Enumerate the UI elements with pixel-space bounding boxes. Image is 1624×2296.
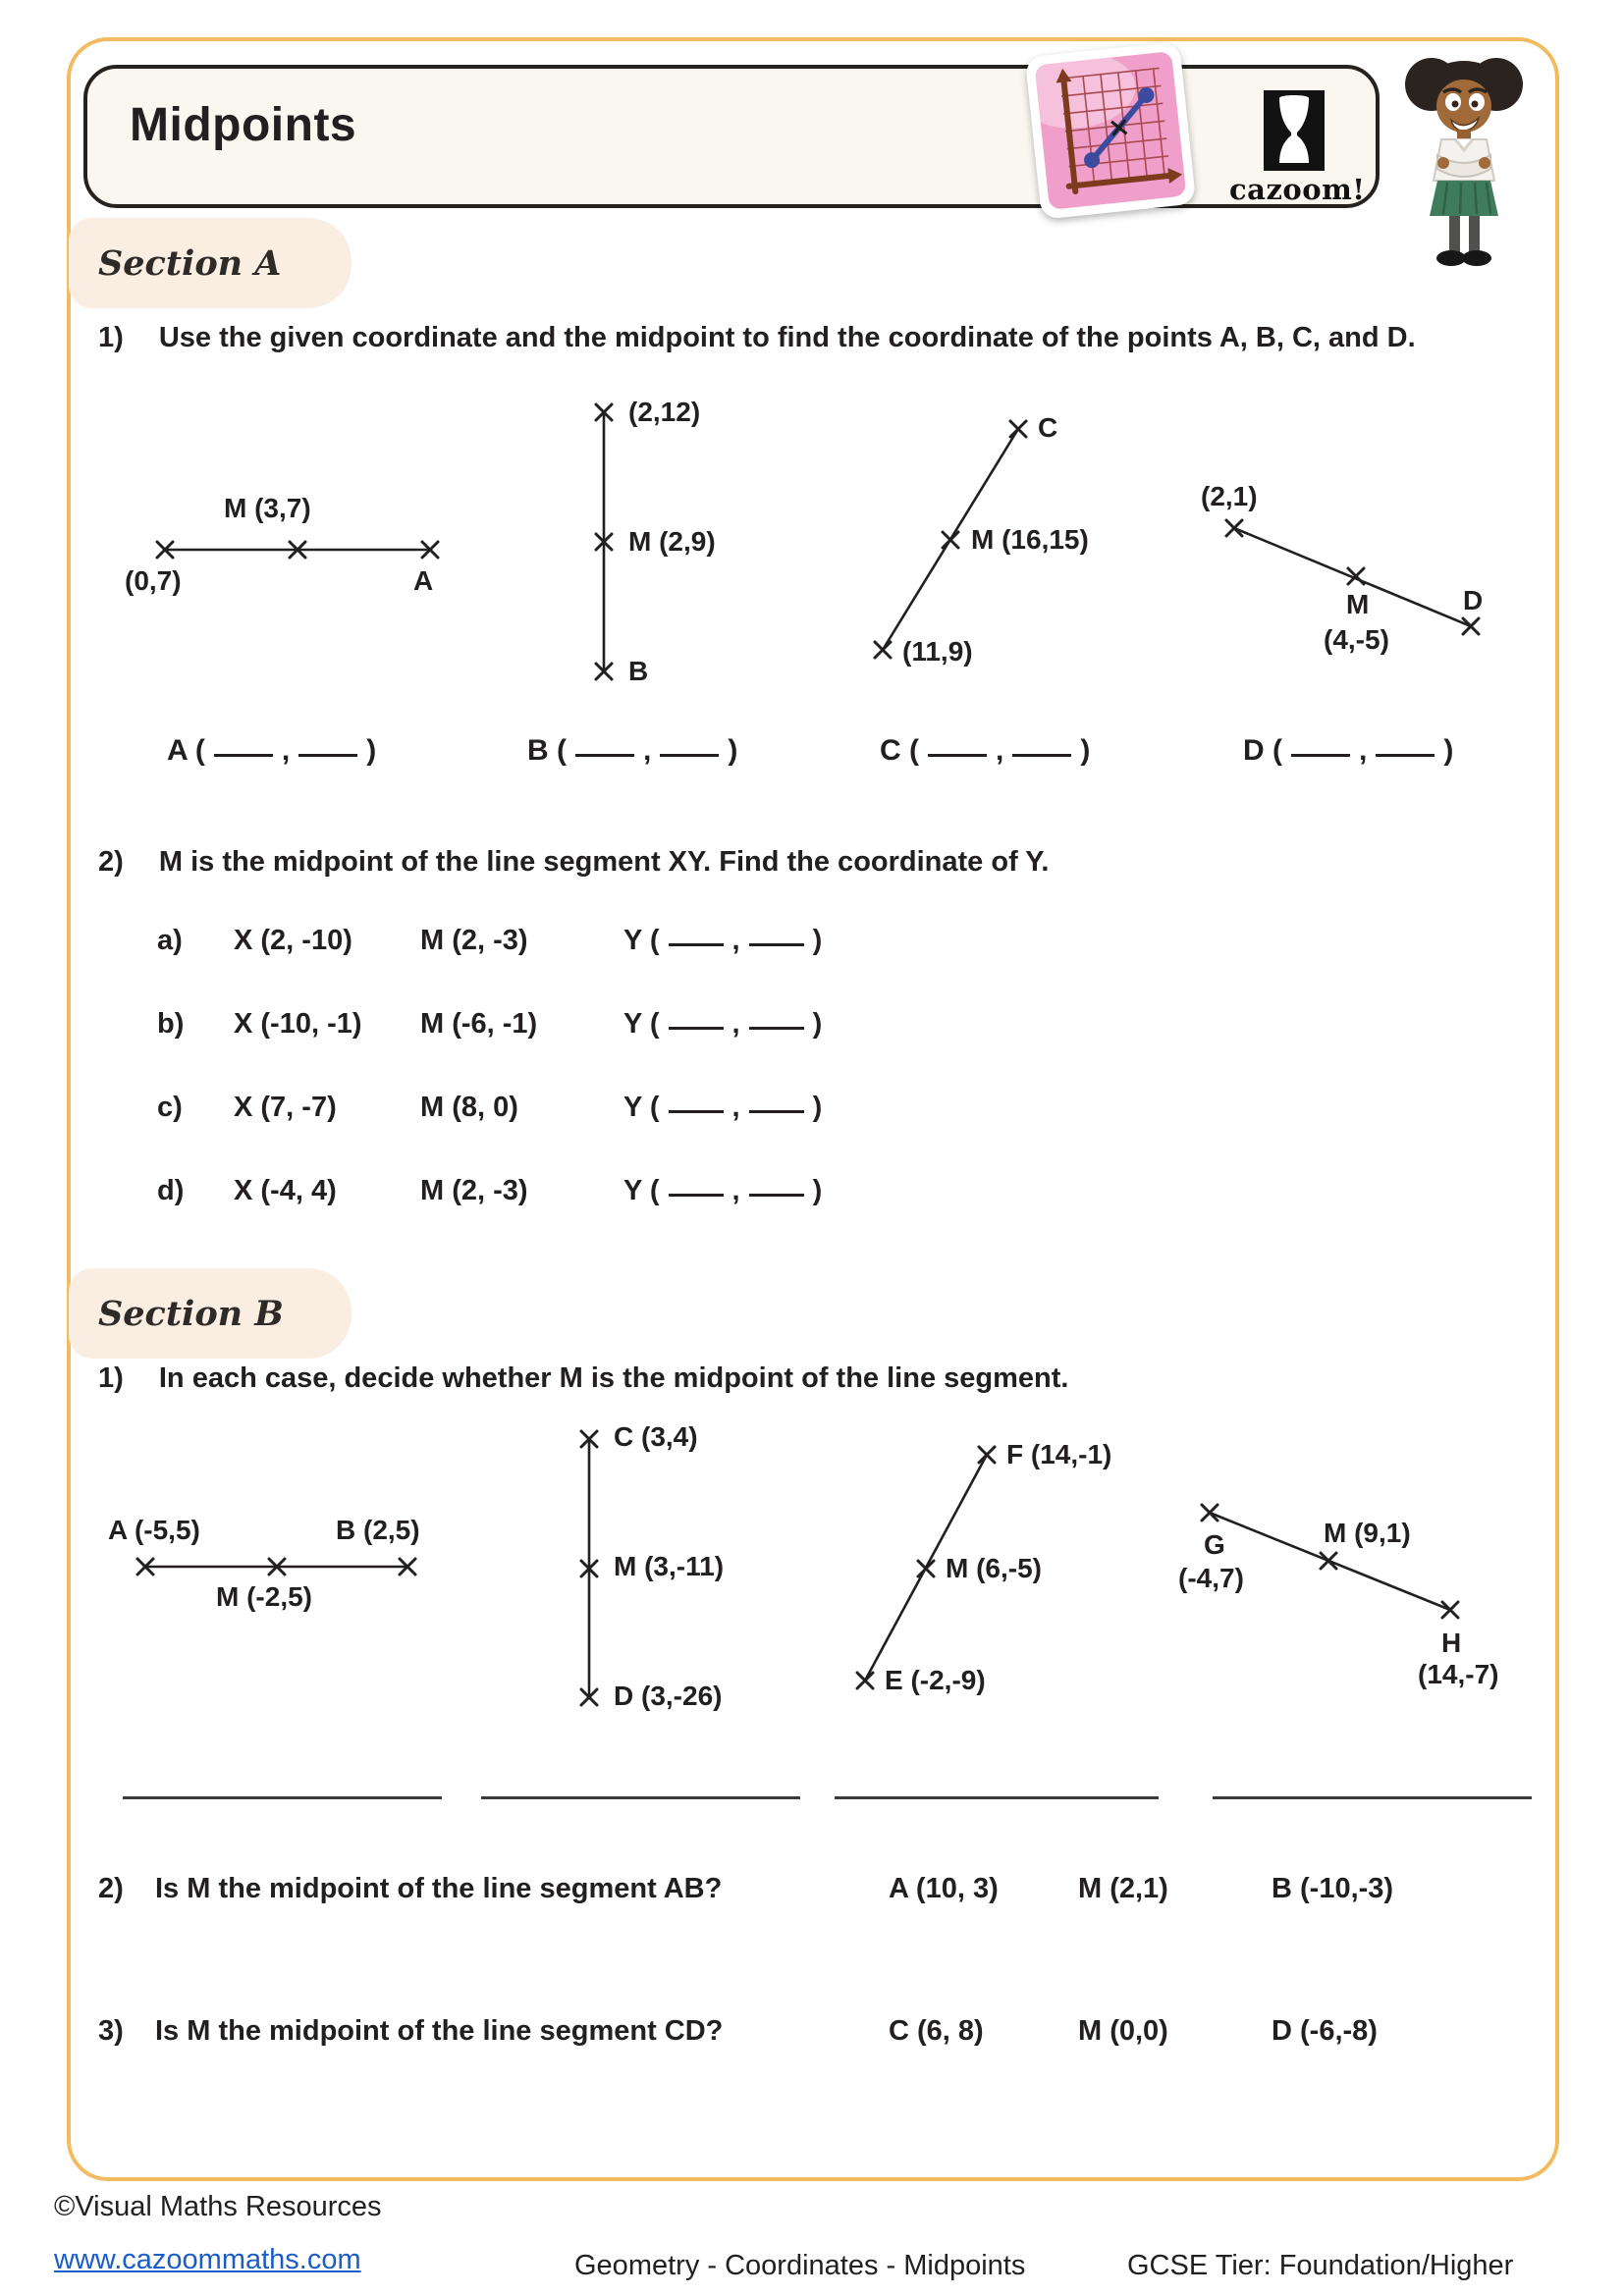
question-a2-number: 2) [98, 846, 124, 878]
diagram-b1 [88, 1477, 461, 1625]
point-label-start: (2,1) [1201, 481, 1258, 511]
question-b2-text: Is M the midpoint of the line segment AB? [155, 1873, 723, 1904]
point-label-e: E (-2,-9) [885, 1665, 986, 1695]
answer-blank [669, 943, 724, 946]
diagram-b2 [555, 1412, 859, 1731]
page-title: Midpoints [130, 99, 357, 151]
item-y-answer: Y ( , ) [623, 1092, 823, 1123]
answer-blank [575, 754, 634, 757]
point-label-midpoint-letter: M [1346, 589, 1370, 619]
question-a1-text: Use the given coordinate and the midpoint to find the coordinate of the points A, B, C, and D. [158, 322, 1416, 353]
item-x-coord: X (-10, -1) [234, 1008, 362, 1040]
question-b2-number: 2) [98, 1873, 124, 1904]
cazoom-hourglass-icon [1264, 90, 1325, 171]
section-a-tag [69, 218, 352, 308]
section-a-label: Section A [98, 242, 282, 284]
answer-blank [669, 1027, 724, 1030]
diagram-b3 [839, 1421, 1183, 1721]
answer-line [123, 1796, 442, 1799]
coord-m: M (2,1) [1078, 1873, 1168, 1904]
coord-a: A (10, 3) [889, 1873, 999, 1904]
item-y-answer: Y ( , ) [623, 1008, 823, 1040]
coord-c: C (6, 8) [889, 2015, 984, 2047]
point-label-b: B (2,5) [336, 1515, 420, 1545]
coord-b: B (-10,-3) [1272, 1873, 1394, 1904]
answer-line [1213, 1796, 1532, 1799]
section-b-label: Section B [98, 1293, 284, 1334]
point-label-midpoint: M (3,-11) [614, 1551, 725, 1581]
point-label-midpoint: M (2,9) [628, 526, 716, 557]
answer-blank [214, 754, 273, 757]
answer-blank [928, 754, 987, 757]
item-y-answer: Y ( , ) [623, 1175, 823, 1206]
footer-copyright: ©Visual Maths Resources [54, 2191, 382, 2222]
item-m-coord: M (-6, -1) [420, 1008, 538, 1040]
item-x-coord: X (-4, 4) [234, 1175, 337, 1206]
point-label-end: A [413, 565, 434, 596]
answer-blank [1012, 754, 1071, 757]
answer-blank [749, 1194, 804, 1197]
coord-d: D (-6,-8) [1272, 2015, 1378, 2047]
diagram-a1 [123, 479, 466, 612]
question-b3-number: 3) [98, 2015, 124, 2047]
question-b1-number: 1) [98, 1362, 124, 1394]
question-b1-text: In each case, decide whether M is the midpoint of the line segment. [158, 1362, 1069, 1394]
point-label-midpoint: M (3,7) [224, 493, 311, 523]
diagram-a4 [1183, 469, 1527, 685]
point-label-midpoint: M (6,-5) [946, 1553, 1042, 1583]
point-label-c: C (3,4) [614, 1421, 698, 1452]
diagram-b4 [1178, 1482, 1532, 1698]
answer-blank [669, 1110, 724, 1113]
answer-blank [298, 754, 357, 757]
point-label-start: (2,12) [628, 397, 701, 427]
question-a1-number: 1) [98, 322, 124, 353]
item-m-coord: M (2, -3) [420, 1175, 528, 1206]
answer-c: C ( , ) [880, 734, 1091, 767]
point-label-end: B [628, 656, 649, 686]
point-label-h-letter: H [1441, 1628, 1462, 1658]
item-label: c) [157, 1092, 183, 1123]
point-label-a: A (-5,5) [108, 1515, 200, 1545]
point-label-midpoint: M (-2,5) [216, 1581, 312, 1612]
question-b3-text: Is M the midpoint of the line segment CD? [155, 2015, 724, 2047]
answer-a: A ( , ) [167, 734, 377, 767]
item-x-coord: X (2, -10) [234, 925, 352, 956]
item-y-answer: Y ( , ) [623, 925, 823, 956]
question-a2-text: M is the midpoint of the line segment XY. Find the coordinate of Y. [158, 846, 1050, 878]
point-label-start: (11,9) [902, 636, 973, 667]
point-label-d: D (3,-26) [614, 1681, 723, 1711]
point-label-end: C [1038, 412, 1058, 443]
diagram-a2 [569, 391, 864, 695]
point-label-midpoint: M (16,15) [971, 524, 1089, 555]
question-a2 [98, 846, 1049, 879]
point-label-h-coord: (14,-7) [1418, 1659, 1499, 1689]
answer-line [481, 1796, 800, 1799]
footer-tier: GCSE Tier: Foundation/Higher [1127, 2250, 1514, 2281]
item-label: a) [157, 925, 183, 956]
question-b1 [98, 1362, 1068, 1395]
item-m-coord: M (2, -3) [420, 925, 528, 956]
point-label-end: D [1463, 585, 1484, 615]
point-label-g-coord: (-4,7) [1178, 1563, 1244, 1593]
answer-line [835, 1796, 1159, 1799]
answer-blank [1291, 754, 1350, 757]
answer-blank [749, 943, 804, 946]
answer-blank [749, 1027, 804, 1030]
answer-blank [669, 1194, 724, 1197]
diagram-a3 [859, 400, 1193, 680]
point-label-g-letter: G [1204, 1529, 1225, 1560]
point-label-start: (0,7) [125, 565, 182, 596]
question-a1 [98, 322, 1416, 354]
cazoom-logo [1229, 90, 1366, 206]
point-label-f: F (14,-1) [1006, 1439, 1112, 1469]
cazoom-wordmark: cazoom! [1229, 173, 1366, 206]
footer-topic: Geometry - Coordinates - Midpoints [574, 2250, 1026, 2281]
point-label-midpoint-coord: (4,-5) [1324, 624, 1389, 655]
answer-b: B ( , ) [527, 734, 738, 767]
item-label: b) [157, 1008, 185, 1040]
topic-sticker [1025, 41, 1196, 220]
answer-blank [749, 1110, 804, 1113]
answer-d: D ( , ) [1243, 734, 1454, 767]
answer-blank [1376, 754, 1435, 757]
item-x-coord: X (7, -7) [234, 1092, 337, 1123]
coord-m: M (0,0) [1078, 2015, 1168, 2047]
point-label-midpoint: M (9,1) [1324, 1518, 1411, 1548]
answer-blank [660, 754, 719, 757]
coordinate-grid-icon [1035, 51, 1187, 210]
item-m-coord: M (8, 0) [420, 1092, 518, 1123]
footer-website-link[interactable]: www.cazoommaths.com [54, 2244, 361, 2275]
schoolgirl-mascot-icon [1392, 49, 1538, 271]
item-label: d) [157, 1175, 185, 1206]
section-b-tag [69, 1268, 352, 1359]
